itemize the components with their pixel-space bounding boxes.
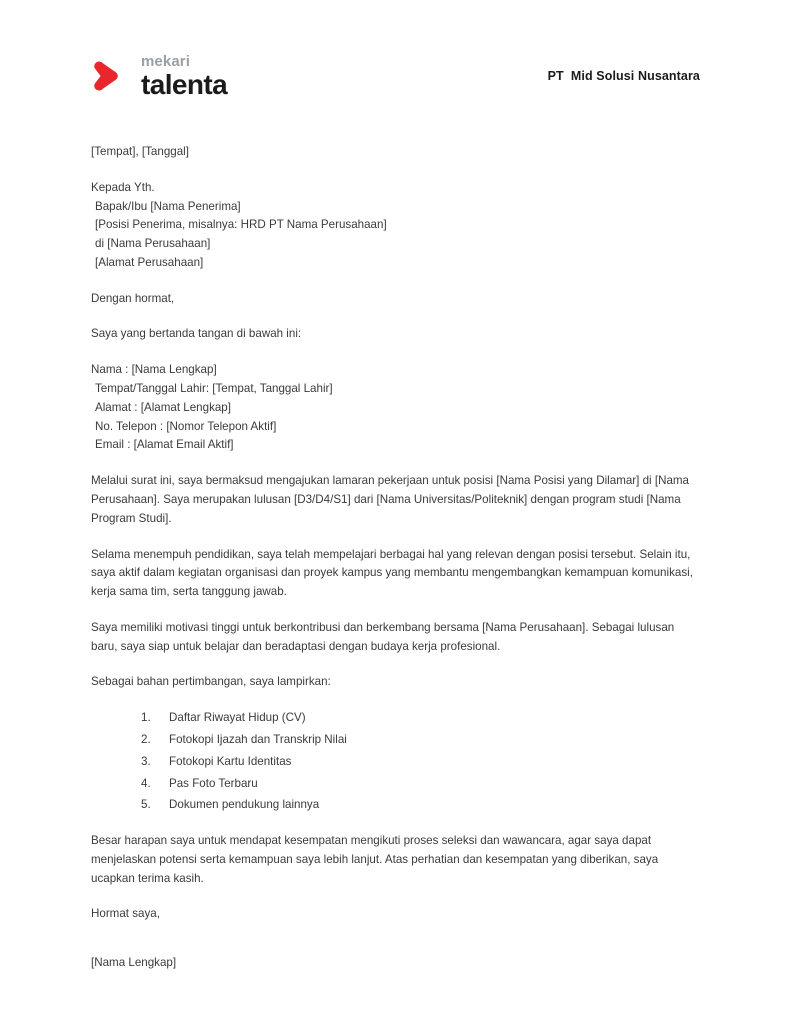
addressee-block	[91, 179, 703, 273]
logo-brand-mekari: mekari	[141, 52, 190, 70]
place-and-date	[91, 143, 703, 162]
company-name: PT Mid Solusi Nusantara	[547, 69, 700, 83]
intro-line-text: Saya yang bertanda tangan di bawah ini:	[91, 327, 302, 341]
list-item: Dokumen pendukung lainnya	[169, 798, 320, 812]
attachment-list	[91, 709, 703, 815]
identity-name: Nama : [Nama Lengkap]	[91, 363, 217, 377]
addressee-position: [Posisi Penerima, misalnya: HRD PT Nama Perusahaan]	[95, 218, 387, 232]
body-paragraph-3: Saya memiliki motivasi tinggi untuk berkontribusi dan berkembang bersama [Nama Perusahaan]. Sebagai lulusan baru, saya siap untuk belajar dan beradaptasi dengan budaya kerja profesional.	[91, 620, 675, 653]
closing-block	[91, 905, 703, 924]
list-item: Fotokopi Ijazah dan Transkrip Nilai	[169, 732, 347, 746]
body-paragraph-4: Besar harapan saya untuk mendapat kesempatan mengikuti proses seleksi dan wawancara, agar saya dapat menjelaskan potensi serta kemampuan saya lebih lanjut. Atas perhatian dan kesempatan yang diberikan, saya ucapkan terima kasih.	[91, 834, 659, 885]
greeting-text: Dengan hormat,	[91, 291, 175, 305]
identity-block	[91, 361, 703, 455]
logo-wordmark	[141, 54, 227, 99]
addressee-salutation: Kepada Yth.	[91, 180, 155, 194]
signature-name: [Nama Lengkap]	[91, 956, 177, 970]
attachments-intro: Sebagai bahan pertimbangan, saya lampirkan:	[91, 675, 331, 689]
place-date-text: [Tempat], [Tanggal]	[91, 145, 189, 158]
mekari-talenta-logo	[91, 54, 227, 99]
addressee-company: di [Nama Perusahaan]	[95, 237, 211, 251]
addressee-recipient: Bapak/Ibu [Nama Penerima]	[95, 199, 241, 213]
list-item: Pas Foto Terbaru	[169, 776, 258, 790]
addressee-address: [Alamat Perusahaan]	[95, 255, 204, 269]
letter-content	[91, 143, 703, 990]
body-paragraph-1: Melalui surat ini, saya bermaksud mengajukan lamaran pekerjaan untuk posisi [Nama Posisi yang Dilamar] di [Nama Perusahaan]. Saya merupakan lulusan [D3/D4/S1] dari [Nama Universitas/Politeknik] dengan program studi [Nama Program Studi].	[91, 474, 690, 525]
logo-brand-talenta: talenta	[141, 68, 228, 100]
body-paragraph-2: Selama menempuh pendidikan, saya telah mempelajari berbagai hal yang relevan dengan posisi tersebut. Selain itu, saya aktif dalam kegiatan organisasi dan proyek kampus yang membantu mengembangkan kemampuan komunikasi, kerja sama tim, serta tanggung jawab.	[91, 547, 693, 599]
identity-birth: Tempat/Tanggal Lahir: [Tempat, Tanggal Lahir]	[95, 382, 333, 396]
letterhead	[91, 48, 700, 104]
list-item: Fotokopi Kartu Identitas	[169, 754, 292, 768]
signature-space	[91, 941, 703, 954]
intro-line-block	[91, 325, 703, 344]
identity-phone: No. Telepon : [Nomor Telepon Aktif]	[95, 419, 277, 433]
identity-email: Email : [Alamat Email Aktif]	[95, 438, 234, 452]
signature-block	[91, 954, 703, 973]
mekari-chevron-mark-icon	[91, 59, 131, 93]
list-item: Daftar Riwayat Hidup (CV)	[169, 711, 306, 725]
greeting-block	[91, 290, 703, 309]
identity-address: Alamat : [Alamat Lengkap]	[95, 400, 231, 414]
closing-text: Hormat saya,	[91, 907, 160, 921]
